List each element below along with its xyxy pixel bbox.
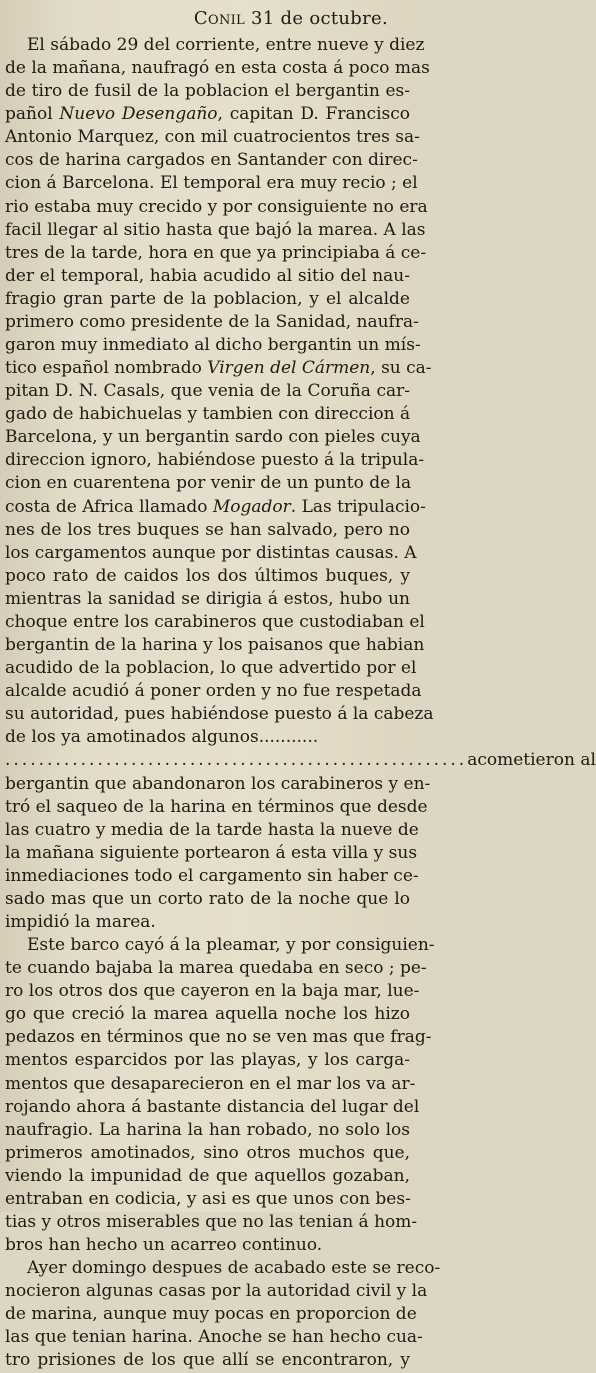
text-line: cion en cuarentena por venir de un punto de la	[5, 473, 412, 494]
text-line: tro prisiones de los que allí se encontraron, y	[5, 1350, 410, 1371]
text-line: cos de harina cargados en Santander con direc-	[5, 150, 418, 171]
text-line: mentos esparcidos por las playas, y los carga-	[5, 1050, 410, 1071]
italic-name: Nuevo Desengaño	[59, 104, 218, 125]
text-line: rio estaba muy crecido y por consiguiente no era	[5, 196, 428, 217]
text-line: El sábado 29 del corriente, entre nueve y diez	[27, 35, 425, 55]
text-line: pañol Nuevo Desengaño, capitan D. Francisco	[5, 104, 410, 125]
dateline	[5, 4, 410, 34]
text-line: Antonio Marquez, con mil cuatrocientos tres sa-	[5, 127, 420, 148]
text-line: alcalde acudió á poner orden y no fue respetada	[5, 681, 422, 702]
dateline-date: 31 de octubre.	[251, 8, 388, 29]
text-line: go que creció la marea aquella noche los hizo	[5, 1004, 410, 1025]
text-line: ro los otros dos que cayeron en la baja mar, lue-	[5, 981, 420, 1002]
text-line: mentos que desaparecieron en el mar los va ar-	[5, 1073, 416, 1094]
dots-line	[5, 749, 596, 772]
text-line: primero como presidente de la Sanidad, naufra-	[5, 311, 419, 332]
text-line: entraban en codicia, y asi es que unos con bes-	[5, 1188, 411, 1209]
text-line: gado de habichuelas y tambien con direccion á	[5, 404, 411, 425]
ellipsis-dots: .......................................................	[5, 750, 468, 771]
paragraph-2	[5, 934, 435, 1257]
text-line: de marina, aunque muy pocas en proporcion de	[5, 1304, 417, 1325]
text-line: te cuando bajaba la marea quedaba en seco ; pe-	[5, 958, 427, 979]
text-line: Ayer domingo despues de acabado este se reco-	[27, 1258, 441, 1279]
text-line: tres de la tarde, hora en que ya principiaba á ce-	[5, 242, 427, 263]
text-line: choque entre los carabineros que custodiaban el	[5, 611, 425, 632]
text-line: fragio gran parte de la poblacion, y el alcalde	[5, 288, 410, 309]
italic-name: Mogador	[212, 496, 291, 517]
text-line: primeros amotinados, sino otros muchos que,	[5, 1142, 410, 1163]
text-line: inmediaciones todo el cargamento sin haber ce-	[5, 865, 419, 886]
text-line: garon muy inmediato al dicho bergantin un mís-	[5, 335, 421, 356]
paragraph-1-dots-line	[5, 749, 596, 772]
italic-name: Virgen del Cármen	[207, 358, 371, 379]
text-line: mientras la sanidad se dirigia á estos, hubo un	[5, 588, 410, 609]
text-line: de los ya amotinados algunos...........	[5, 727, 319, 748]
text-line: costa de Africa llamado Mogador. Las tripulacio-	[5, 496, 426, 517]
text-line: tias y otros miserables que no las tenian á hom-	[5, 1211, 418, 1232]
text-line: nes de los tres buques se han salvado, pero no	[5, 519, 410, 540]
paragraph-1	[5, 34, 434, 749]
text-line: cion á Barcelona. El temporal era muy recio ; el	[5, 173, 418, 194]
text-line: sado mas que un corto rato de la noche que lo	[5, 888, 410, 909]
text-line: viendo la impunidad de que aquellos gozaban,	[5, 1165, 410, 1186]
dateline-place: Conil	[193, 8, 245, 29]
text-line: bergantin que abandonaron los carabineros y en-	[5, 773, 431, 794]
text-line: bergantin de la harina y los paisanos que habian	[5, 635, 425, 656]
text-line: los cargamentos aunque por distintas causas. A	[5, 542, 417, 563]
text-line: tico español nombrado Virgen del Cármen, su ca-	[5, 358, 432, 379]
text-line: nocieron algunas casas por la autoridad civil y la	[5, 1281, 428, 1302]
text-line: der el temporal, habia acudido al sitio del nau-	[5, 265, 410, 286]
text-line: bros han hecho un acarreo continuo.	[5, 1235, 323, 1256]
text-line: las cuatro y media de la tarde hasta la nueve de	[5, 819, 419, 840]
text-line: Este barco cayó á la pleamar, y por consiguien-	[27, 935, 435, 956]
text-line: tró el saqueo de la harina en términos que desde	[5, 796, 428, 817]
text-line: la mañana siguiente portearon á esta villa y sus	[5, 842, 418, 863]
text-line: poco rato de caidos los dos últimos buques, y	[5, 565, 410, 586]
text-line: de tiro de fusil de la poblacion el bergantin es-	[5, 81, 410, 102]
text-line: de la mañana, naufragó en esta costa á poco mas	[5, 58, 430, 79]
paragraph-1-continuation	[5, 773, 431, 935]
text-line: pedazos en términos que no se ven mas que frag-	[5, 1027, 432, 1048]
text-line: facil llegar al sitio hasta que bajó la marea. A las	[5, 219, 426, 240]
text-line: impidió la marea.	[5, 911, 156, 932]
text-line: las que tenian harina. Anoche se han hecho cua-	[5, 1327, 423, 1348]
text-line: rojando ahora á bastante distancia del lugar del	[5, 1096, 420, 1117]
text-line: Barcelona, y un bergantin sardo con pieles cuya	[5, 427, 421, 448]
text-line: pitan D. N. Casals, que venia de la Coruña car-	[5, 381, 410, 402]
text-line: naufragio. La harina la han robado, no solo los	[5, 1119, 410, 1140]
text-line: direccion ignoro, habiéndose puesto á la tripula-	[5, 450, 425, 471]
paragraph-3	[5, 1257, 441, 1372]
text-line: acudido de la poblacion, lo que advertido por el	[5, 658, 417, 679]
text-line: su autoridad, pues habiéndose puesto á la cabeza	[5, 704, 434, 725]
dots-line-text: acometieron al	[467, 750, 596, 771]
